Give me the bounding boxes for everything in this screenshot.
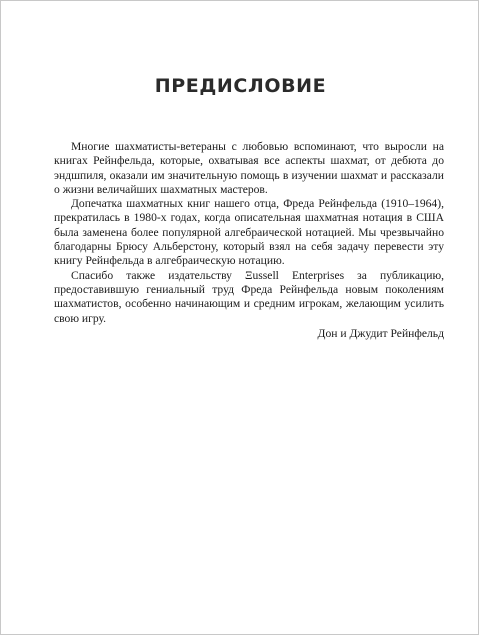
paragraph-2: Допечатка шахматных книг нашего отца, Фреда Рейнфельда (1910–1964), прекратилась в 1980-х годах, когда описательная шахматная нотация в США была заменена более популярной алгебраической нотацией. Мы чрезвычайно благодарны Брюсу Альберстону, который взял на себя задачу перевести эту книгу Рейнфельда в алгебраическую нотацию. <box>54 197 444 268</box>
paragraph-1: Многие шахматисты-ветераны с любовью вспоминают, что выросли на книгах Рейнфельда, которые, охватывая все аспекты шахмат, от дебюта до эндшпиля, оказали им значительную помощь в изучении шахмат и рассказали о жизни величайших шахматных мастеров. <box>54 140 444 196</box>
signature: Дон и Джудит Рейнфельд <box>317 326 444 340</box>
paragraph-3: Спасибо также издательству Ξussell Enterprises за публикацию, предоставившую гениальный труд Фреда Рейнфельда новым поколениям шахматистов, особенно начинающим и средним игрокам, желающим усилить свою игру. <box>54 268 444 325</box>
page-title: ПРЕДИСЛОВИЕ <box>154 75 327 97</box>
preface-body <box>54 140 444 341</box>
